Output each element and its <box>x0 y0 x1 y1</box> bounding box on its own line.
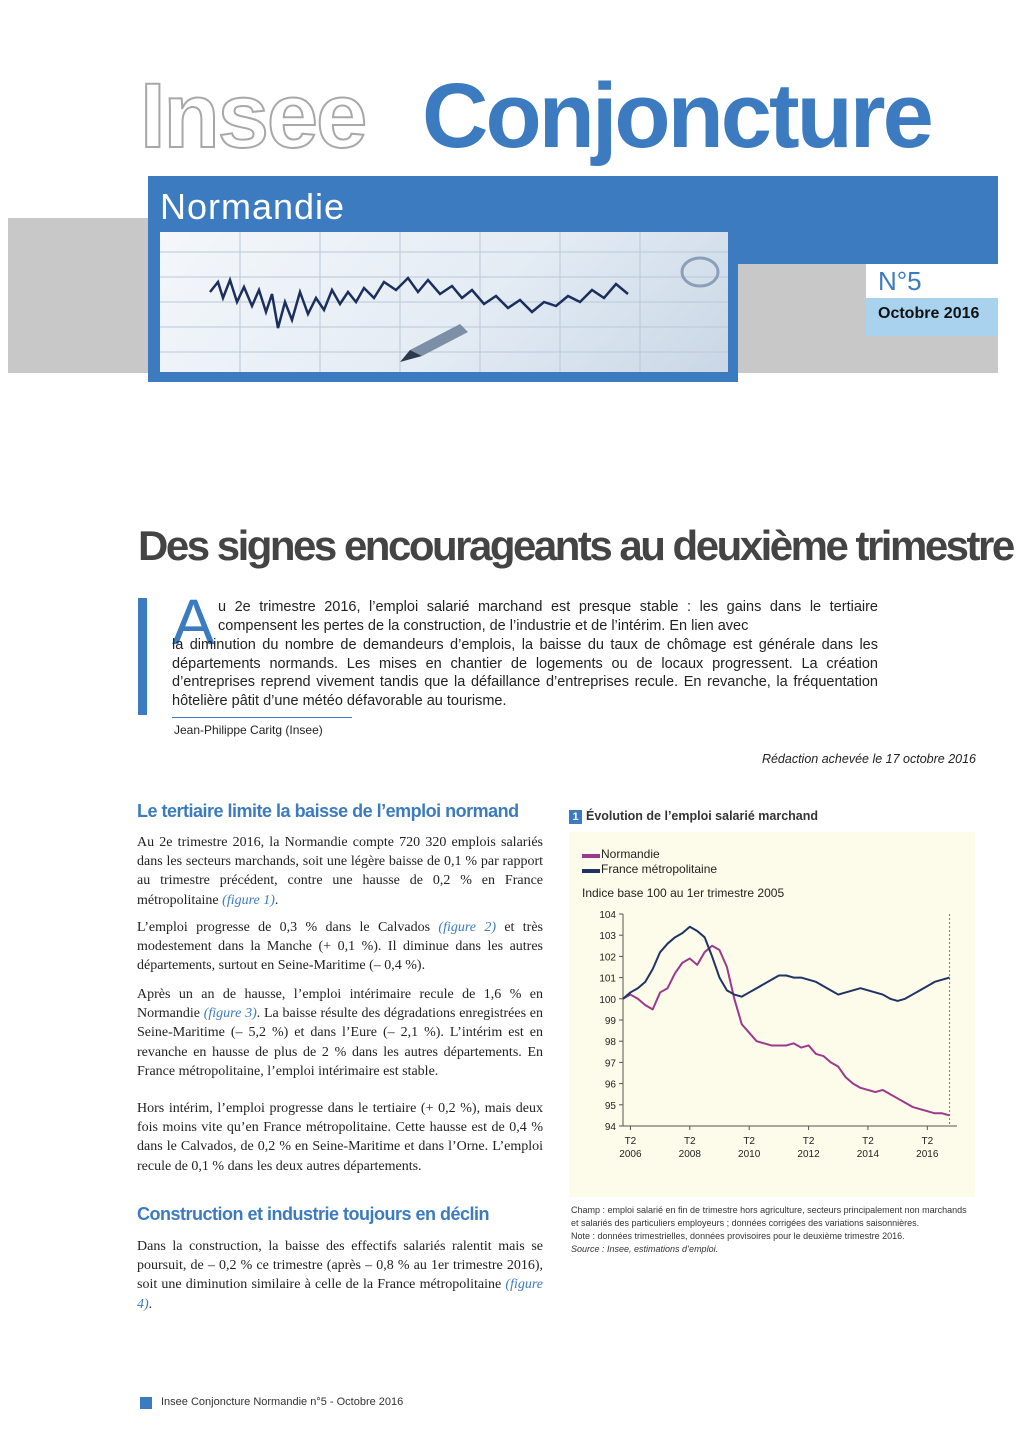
footer-square-icon <box>140 1397 152 1409</box>
notes-source: Source : Insee, estimations d’emploi. <box>571 1244 719 1254</box>
lead-first-lines: u 2e trimestre 2016, l’emploi salarié marchand est presque stable : les gains dans le tertiaire compensent les pertes de la construction, de l’industrie et de l’intérim. En lien avec <box>218 599 878 634</box>
x-tick-label-quarter: T2 <box>743 1136 756 1147</box>
x-tick-label-year: 2016 <box>916 1149 939 1160</box>
paragraph-5: Dans la construction, la baisse des effectifs salariés ralentit mais se poursuit, de – 0,2 % ce trimestre (après – 0,8 % au 1er trimestre 2016), soit une diminution similaire à celle de la France métropolitaine (figure 4). <box>137 1239 544 1312</box>
figure-4-link[interactable]: (figure 4) <box>137 1277 544 1312</box>
completion-date: Rédaction achevée le 17 octobre 2016 <box>761 752 976 766</box>
region-label: Normandie <box>160 186 346 227</box>
figure-number-badge: 1 <box>569 810 582 824</box>
author-rule <box>172 717 352 718</box>
series-line-normandie <box>623 946 950 1116</box>
y-axis-label: Indice base 100 au 1er trimestre 2005 <box>582 886 785 900</box>
figure-1-link[interactable]: (figure 1) <box>222 892 275 908</box>
y-tick-label: 96 <box>604 1079 616 1091</box>
y-tick-label: 95 <box>604 1100 616 1112</box>
y-tick-label: 99 <box>604 1016 616 1027</box>
series-line-france <box>623 927 950 1001</box>
legend-label-normandie: Normandie <box>601 847 660 861</box>
lead-paragraph: la diminution du nombre de demandeurs d’emplois, la baisse du taux de chômage est générale dans les départements normands. Les mises en chantier de logements ou de locaux progressent. La création d’entreprises reprend vivement tandis que la défaillance d’entreprises recule. En revanche, la fréquentation hôtelière pâtit d’une météo défavorable au tourisme. <box>172 637 878 709</box>
x-tick-label-quarter: T2 <box>624 1136 637 1147</box>
x-tick-label-year: 2008 <box>678 1149 701 1160</box>
legend-label-france: France métropolitaine <box>601 862 718 876</box>
notes-champ: Champ : emploi salarié en fin de trimestre hors agriculture, secteurs principalement non marchands et salariés des particuliers employeurs ; données corrigées des variations saisonnières. <box>571 1205 967 1228</box>
y-axis-ticks <box>599 910 623 1133</box>
paragraph-4: Hors intérim, l’emploi progresse dans le tertiaire (+ 0,2 %), mais deux fois moins vite qu’en France métropolitaine. Cette hausse est de 0,4 % dans le Calvados, de 0,2 % en Seine-Maritime et dans l’Orne. L’emploi recule de 0,1 % dans les deux autres départements. <box>137 1101 543 1174</box>
paragraph-5-text: Dans la construction, la baisse des effectifs salariés ralentit mais se poursuit, de – 0,2 % ce trimestre (après – 0,8 % au 1er trimestre 2016), soit une diminution similaire à celle de la France métropolitaine <box>137 1239 543 1293</box>
paragraph-2 <box>137 918 543 976</box>
notes-note: Note : données trimestrielles, données provisoires pour le deuxième trimestre 2016. <box>571 1231 905 1241</box>
x-tick-label-quarter: T2 <box>862 1136 874 1147</box>
paragraph-1: Au 2e trimestre 2016, la Normandie compte 720 320 emplois salariés dans les secteurs marchands, soit une légère baisse de 0,1 % par rapport au trimestre précédent, contre une hausse de 0,2 % en France métropolitaine (figure 1). <box>137 835 543 908</box>
y-tick-label: 101 <box>599 973 616 985</box>
section-heading-construction: Construction et industrie toujours en déclin <box>137 1204 490 1224</box>
y-tick-label: 100 <box>599 994 616 1006</box>
paragraph-2-text-a: L’emploi progresse de 0,3 % dans le Calvados <box>137 920 431 935</box>
footer-text: Insee Conjoncture Normandie n°5 - Octobre 2016 <box>161 1396 404 1408</box>
article-title: Des signes encourageants au deuxième trimestre <box>138 522 1013 569</box>
lead-dropcap: A <box>172 586 215 658</box>
legend-swatch-france <box>582 869 600 873</box>
section-heading-tertiaire: Le tertiaire limite la baisse de l’emploi normand <box>137 801 519 821</box>
issue-number: N°5 <box>878 266 922 296</box>
y-tick-label: 104 <box>599 910 616 921</box>
y-tick-label: 97 <box>604 1058 616 1070</box>
x-tick-label-quarter: T2 <box>921 1136 934 1147</box>
x-axis-ticks <box>619 1126 939 1160</box>
y-tick-label: 94 <box>604 1122 616 1133</box>
figure-2-link[interactable]: (figure 2) <box>438 920 496 935</box>
y-tick-label: 102 <box>599 952 616 964</box>
paragraph-3 <box>137 985 543 1081</box>
paragraph-2-text-b: et très modestement dans la Manche (+ 0,1 %). Il diminue dans les autres départements, surtout en Seine-Maritime (– 0,4 %). <box>137 920 543 974</box>
x-tick-label-year: 2012 <box>797 1149 820 1160</box>
paragraph-1-text: Au 2e trimestre 2016, la Normandie compte 720 320 emplois salariés dans les secteurs marchands, soit une légère baisse de 0,1 % par rapport au trimestre précédent, contre une hausse de 0,2 % en France métropolitaine <box>137 835 543 908</box>
chart-series <box>623 927 950 1116</box>
x-tick-label-year: 2006 <box>619 1149 642 1160</box>
lead-accent-bar <box>138 598 147 715</box>
figure-title: Évolution de l’emploi salarié marchand <box>586 809 819 823</box>
line-chart <box>569 900 975 1170</box>
y-tick-label: 103 <box>599 931 616 943</box>
figure-notes <box>571 1204 973 1256</box>
issue-date: Octobre 2016 <box>878 305 980 322</box>
legend-swatch-normandie <box>582 854 600 858</box>
figure-3-link[interactable]: (figure 3) <box>203 1006 257 1022</box>
brand-conjoncture-wordmark: Conjoncture <box>422 65 931 167</box>
chart-grid <box>623 914 957 1126</box>
x-tick-label-quarter: T2 <box>683 1136 696 1147</box>
stock-chart-illustration-icon <box>160 232 728 372</box>
header-stock-chart-image <box>160 232 728 372</box>
paragraph-3-text-b: . La baisse résulte des dégradations enregistrées en Seine-Maritime (– 5,2 %) et dans l’Eure (– 2,1 %). L’intérim est en revanche en hausse de plus de 2 % dans les autres départements. En France métropolitaine, l’emploi intérimaire est stable. <box>137 1006 544 1079</box>
brand-insee-wordmark: Insee <box>140 65 366 167</box>
author: Jean-Philippe Caritg (Insee) <box>174 723 323 737</box>
paragraph-3-text-a: Après un an de hausse, l’emploi intérimaire recule de 1,6 % en Normandie <box>137 987 543 1022</box>
y-tick-label: 98 <box>604 1037 616 1049</box>
x-tick-label-quarter: T2 <box>802 1136 815 1147</box>
x-tick-label-year: 2014 <box>856 1149 880 1160</box>
x-tick-label-year: 2010 <box>738 1149 761 1160</box>
